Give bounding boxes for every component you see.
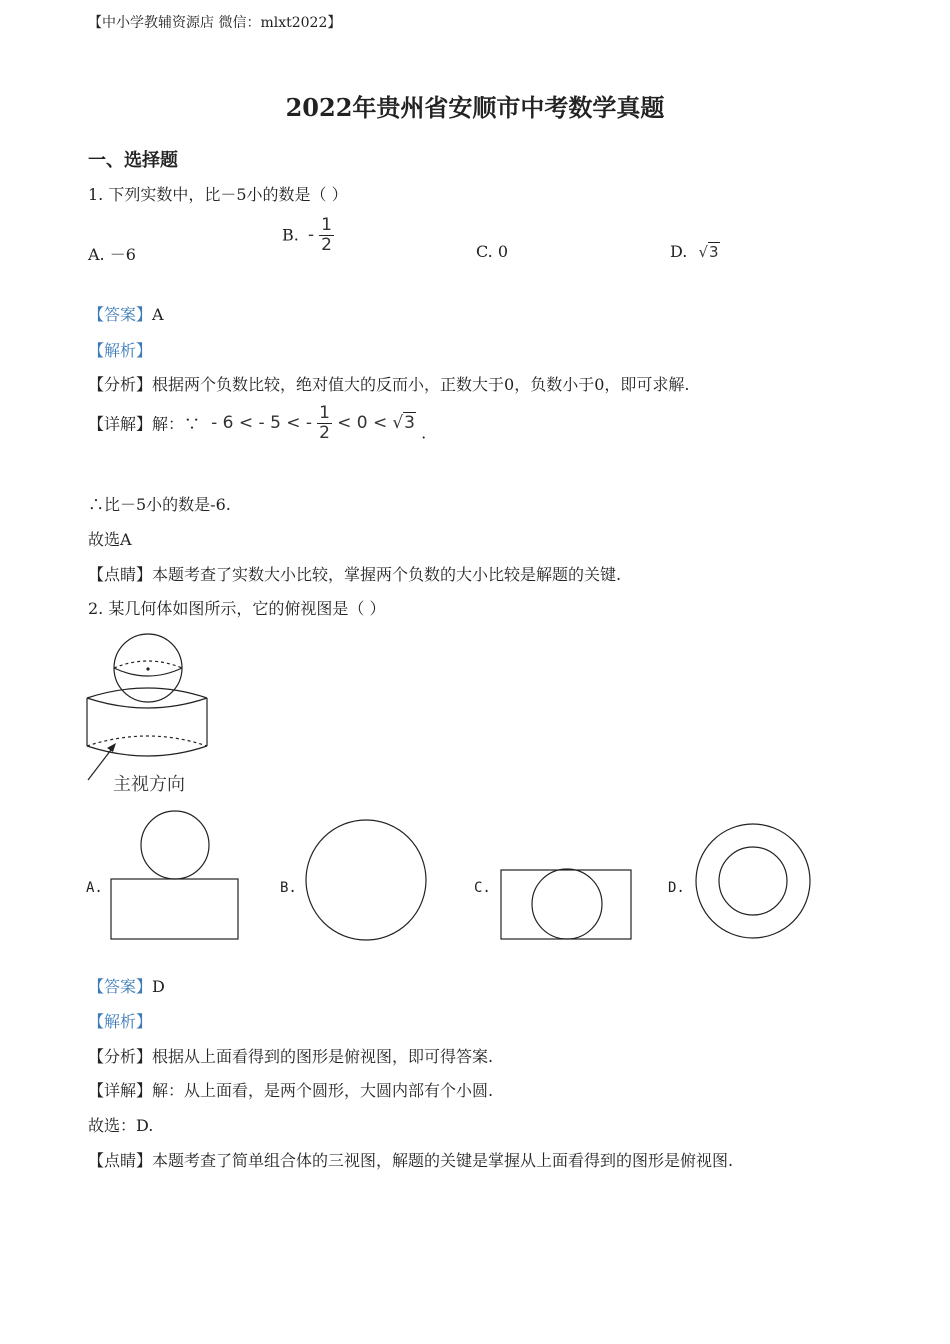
q1-option-c: C. 0 <box>476 242 509 261</box>
q2-option-a-figure <box>108 810 242 944</box>
dianjing-tag: 【点睛】 <box>88 1151 153 1170</box>
q2-fenxi <box>88 1044 493 1067</box>
q1-analysis-tag: 【解析】 <box>88 341 153 360</box>
answer-tag: 【答案】 <box>88 305 153 324</box>
fenxi-text: 根据两个负数比较，绝对值大的反而小，正数大于0，负数小于0，即可求解. <box>152 375 690 394</box>
xiangjie-text: 解：从上面看，是两个圆形，大圆内部有个小圆. <box>152 1081 494 1100</box>
option-b-label: B. <box>282 225 299 245</box>
page-header: 【中小学教辅资源店 微信：mlxt2022】 <box>88 15 342 31</box>
q2-option-b-label: B. <box>280 880 297 896</box>
sqrt-radicand: 3 <box>404 413 415 434</box>
fraction-numerator: 1 <box>321 215 332 235</box>
q1-choose: 故选A <box>88 530 132 549</box>
fenxi-tag: 【分析】 <box>88 1047 153 1066</box>
q2-stem: 2. 某几何体如图所示，它的俯视图是（ ） <box>88 599 386 618</box>
xiangjie-tag: 【详解】 <box>88 1081 153 1100</box>
dianjing-text: 本题考查了简单组合体的三视图，解题的关键是掌握从上面看得到的图形是俯视图. <box>152 1151 734 1170</box>
fenxi-text: 根据从上面看得到的图形是俯视图，即可得答案. <box>152 1047 494 1066</box>
q1-therefore: ∴比－5小的数是-6. <box>88 495 231 514</box>
q1-dianjing <box>88 562 621 585</box>
page-title: 2022年贵州省安顺市中考数学真题 <box>285 93 665 122</box>
inequality-sqrt: √3 <box>392 413 415 434</box>
option-d-label: D. <box>670 242 688 261</box>
q2-option-a-label: A. <box>86 880 103 896</box>
q2-analysis-tag: 【解析】 <box>88 1012 153 1031</box>
q2-dianjing <box>88 1148 733 1171</box>
q1-option-b <box>282 216 334 254</box>
q2-choose: 故选：D. <box>88 1116 154 1135</box>
q1-option-a: A. －6 <box>88 245 136 264</box>
dianjing-tag: 【点睛】 <box>88 565 153 584</box>
inequality-left: - 6 < - 5 < - <box>211 413 313 434</box>
q2-option-c-label: C. <box>474 880 491 896</box>
q1-stem: 1. 下列实数中，比－5小的数是（ ） <box>88 185 348 204</box>
answer-value: A <box>152 305 164 324</box>
q1-answer <box>88 302 164 325</box>
section-heading: 一、选择题 <box>88 150 178 171</box>
fraction-numerator: 1 <box>319 403 330 423</box>
answer-tag: 【答案】 <box>88 977 153 996</box>
q2-option-c-figure <box>498 866 636 944</box>
fraction-denominator: 2 <box>321 234 332 255</box>
sqrt-radicand: 3 <box>709 243 719 261</box>
xiangjie-tag: 【详解】 <box>88 414 153 434</box>
q2-option-d-figure <box>692 820 814 942</box>
inequality-fraction <box>317 404 332 442</box>
fenxi-tag: 【分析】 <box>88 375 153 394</box>
q2-option-d-label: D. <box>668 880 685 896</box>
answer-value: D <box>152 977 165 996</box>
q2-xiangjie <box>88 1078 493 1101</box>
option-d-sqrt: √3 <box>698 243 719 261</box>
option-b-sign: - <box>307 225 315 246</box>
q2-option-b-figure <box>302 816 432 946</box>
q1-fenxi <box>88 372 689 395</box>
inequality-end: . <box>421 423 427 443</box>
q1-option-d <box>670 242 720 261</box>
q1-xiangjie <box>88 404 426 442</box>
inequality-mid: < 0 < <box>337 413 388 434</box>
option-b-fraction <box>319 216 334 254</box>
dianjing-text: 本题考查了实数大小比较，掌握两个负数的大小比较是解题的关键. <box>152 565 622 584</box>
q2-answer <box>88 974 165 997</box>
xiangjie-prefix: 解：∵ <box>152 414 201 434</box>
fraction-denominator: 2 <box>319 422 330 443</box>
view-direction-label: 主视方向 <box>113 774 185 795</box>
